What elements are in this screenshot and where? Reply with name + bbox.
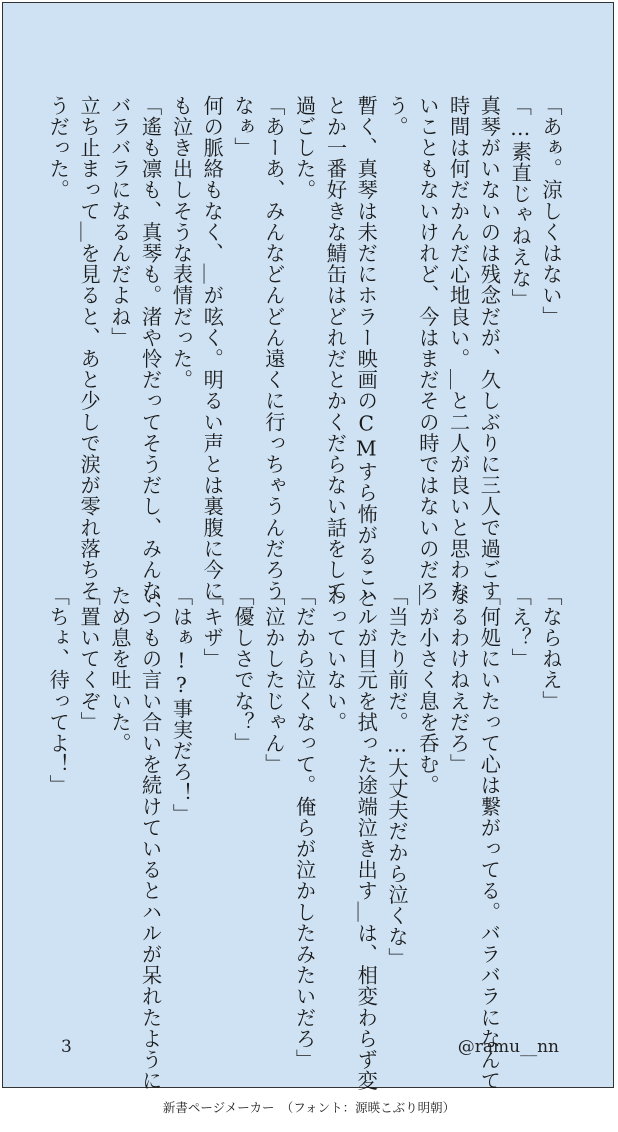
text-line: 「…素直じゃねえな」 [508, 95, 533, 310]
text-line: 「あーあ、みんなどんどん遠くに行っちゃうんだろう [261, 95, 286, 602]
text-line: バラバラになるんだよね」 [107, 95, 132, 349]
text-line: 「キザ」 [200, 585, 225, 670]
footer-caption: 新書ページメーカー （フォント：源暎こぶり明朝） [162, 1100, 456, 1115]
text-line: うだった。 [46, 95, 71, 201]
text-line: 過ごした。 [292, 95, 317, 201]
text-line: 「ならねえ」 [539, 585, 563, 712]
text-line: ＿が小さく息を呑む。 [415, 585, 440, 796]
text-line: 「何処にいたって心は繋がってる。バラバラになんて [477, 585, 502, 1092]
text-line: 「だから泣くなって。俺らが泣かしたみたいだろ」 [292, 585, 317, 1071]
text-line: いこともないけれど、今はまだその時ではないのだろ [415, 95, 440, 602]
text-line: とか一番好きな鯖缶はどれだとかくだらない話をして [323, 95, 348, 602]
text-line: 「当たり前だ。…大丈夫だから泣くな」 [385, 585, 410, 969]
text-line: 「置いてくぞ」 [77, 585, 102, 733]
text-line: 「優しさでな？」 [231, 585, 256, 754]
text-line: 「遙も凛も、真琴も。渚や怜だってそうだし、みんな、 [138, 95, 163, 623]
page-number: 3 [61, 1037, 72, 1057]
text-line: 「え？」 [508, 585, 533, 670]
text-line: わっていない。 [323, 585, 348, 733]
text-line: 「泣かしたじゃん」 [261, 585, 286, 775]
text-line: ハルが目元を拭った途端泣き出す＿は、相変わらず変 [354, 585, 379, 1092]
text-line: 何の脈絡もなく、＿が呟く。明るい声とは裏腹に今に [200, 95, 225, 602]
text-line: 立ち止まって＿を見ると、あと少しで涙が零れ落ちそ [77, 95, 102, 602]
upper-text-block [42, 95, 566, 623]
text-line: なぁ」 [231, 95, 256, 159]
text-line: いつもの言い合いを続けているとハルが呆れたように [138, 585, 163, 1092]
text-line: 時間は何だかんだ心地良い。＿と二人が良いと思わな [446, 95, 471, 602]
novel-page [2, 2, 614, 1092]
text-line: ため息を吐いた。 [107, 585, 132, 754]
text-line: う。 [385, 95, 410, 138]
text-line: なるわけねえだろ」 [446, 585, 471, 775]
author-handle: @ramu__nn [457, 1037, 559, 1057]
text-line: 「あぁ。涼しくはない」 [539, 95, 563, 328]
text-line: 暫く、真琴は未だにホラー映画のCMすら怖がること [354, 95, 379, 609]
text-line: 「ちょ、待ってよ！」 [46, 585, 71, 796]
text-line: 真琴がいないのは残念だが、久しぶりに三人で過ごす [477, 95, 502, 602]
text-line: も泣き出しそうな表情だった。 [169, 95, 194, 391]
text-line: 「はぁ!?事実だろ！」 [169, 585, 194, 825]
